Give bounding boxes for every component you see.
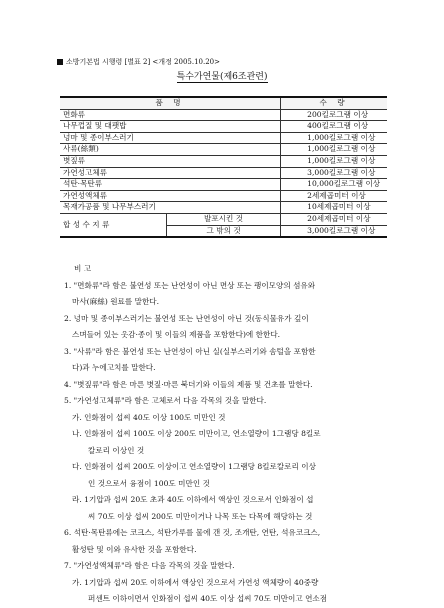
remark-line: 라. 1기압과 섭씨 20도 초과 40도 이하에서 액상인 것으로서 인화점이 섭 — [72, 495, 314, 504]
item-quantity: 3,000킬로그램 이상 — [281, 225, 387, 237]
item-quantity: 1,000킬로그램 이상 — [281, 155, 387, 167]
remark-line: 가. 인화점이 섭씨 40도 이상 100도 미만인 것 — [72, 412, 226, 422]
header-text: 소방기본법 시행령 [별표 2] <개정 2005.10.20> — [66, 58, 220, 66]
remark-line: 다)과 누에고치를 말한다. — [72, 363, 156, 372]
table-row — [60, 155, 387, 167]
remark-line: 3. "사류"라 함은 불연성 또는 난연성이 아닌 실(실부스러기와 솜털을 포함한 — [64, 346, 316, 356]
remark-line: 4. "볏짚류"라 함은 마른 볏짚·마른 북더기와 이들의 제품 및 건초를 말한다. — [64, 379, 313, 389]
synthetic-sub-label: 그 밖의 것 — [167, 225, 281, 237]
item-quantity: 10세제곱미터 이상 — [281, 202, 387, 214]
table-row — [60, 144, 387, 156]
table-row — [60, 179, 387, 191]
remark-line: 스며들어 있는 옷감·종이 및 이들의 제품을 포함한다)에 한한다. — [72, 330, 281, 339]
remark-line: 퍼센트 이하이면서 인화점이 섭씨 40도 이상 섭씨 70도 미만이고 연소점 — [88, 594, 328, 603]
remark-line: 마사(麻絲) 원료를 말한다. — [72, 297, 160, 306]
synthetic-resin-name: 합 성 수 지 류 — [60, 213, 167, 237]
item-name: 가연성고체류 — [60, 167, 281, 179]
item-quantity: 200킬로그램 이상 — [281, 109, 387, 121]
remarks-section — [64, 261, 394, 608]
remark-line: 2. 넝마 및 종이부스러기는 불연성 또는 난연성이 아닌 것(동식물유가 깊이 — [64, 313, 309, 323]
table-row — [60, 202, 387, 214]
remark-line: 5. "가연성고체류"라 함은 고체로서 다음 각목의 것을 말한다. — [64, 396, 267, 405]
remark-line: 7. "가연성액체류"라 함은 다음 각목의 것을 말한다. — [64, 561, 235, 570]
item-name: 볏짚류 — [60, 155, 281, 167]
table-row — [60, 121, 387, 133]
remark-line: 6. 석탄·목탄류에는 코크스, 석탄가루를 물에 갠 것, 조개탄, 연탄, 석유코크스, — [64, 528, 321, 537]
column-header-quantity: 수 량 — [281, 97, 387, 109]
item-name: 나무껍질 및 대팻밥 — [60, 121, 281, 133]
table-row — [60, 132, 387, 144]
item-name: 넝마 및 종이부스러기 — [60, 132, 281, 144]
remarks-lines — [64, 278, 394, 608]
remark-line: 가. 1기압과 섭씨 20도 이하에서 액상인 것으로서 가연성 액체량이 40중량 — [72, 577, 319, 587]
item-quantity: 400킬로그램 이상 — [281, 121, 387, 133]
square-bullet-icon — [57, 59, 63, 65]
table-row — [60, 109, 387, 121]
item-quantity: 20세제곱미터 이상 — [281, 213, 387, 225]
item-name: 가연성액체류 — [60, 190, 281, 202]
table-row — [60, 167, 387, 179]
item-name: 석탄·목탄류 — [60, 179, 281, 191]
item-name: 사류(絲類) — [60, 144, 281, 156]
remark-line: 칼로리 이상인 것 — [88, 445, 145, 455]
item-quantity: 1,000킬로그램 이상 — [281, 132, 387, 144]
page-title-text: 특수가연물(제6조관련) — [176, 72, 268, 82]
item-name: 목재가공품 및 나무부스러기 — [60, 202, 281, 214]
item-name: 면화류 — [60, 109, 281, 121]
remark-line: 나. 인화점이 섭씨 100도 이상 200도 미만이고, 연소열량이 1그램당 8킬로 — [72, 429, 321, 438]
table-header-row — [60, 97, 387, 109]
remark-line: 활성탄 및 이와 유사한 것을 포함한다. — [72, 544, 197, 554]
special-combustibles-table — [60, 96, 387, 238]
item-quantity: 3,000킬로그램 이상 — [281, 167, 387, 179]
item-quantity: 1,000킬로그램 이상 — [281, 144, 387, 156]
table-row — [60, 190, 387, 202]
remark-line: 인 것으로서 융점이 100도 미만인 것 — [88, 478, 210, 488]
item-quantity: 2세제곱미터 이상 — [281, 190, 387, 202]
table-row — [60, 213, 387, 225]
column-header-item: 품 명 — [60, 97, 281, 109]
remark-line: 1. "면화류"라 함은 불연성 또는 난연성이 아닌 면상 또는 팽이모양의 섬유와 — [64, 280, 316, 290]
page-title — [0, 72, 444, 83]
synthetic-sub-label: 발포시킨 것 — [167, 213, 281, 225]
document-header — [57, 58, 220, 67]
remark-line: 씨 70도 이상 섭씨 200도 미만이거나 나목 또는 다목에 해당하는 것 — [88, 511, 313, 521]
remarks-heading: 비 고 — [74, 264, 92, 273]
remark-line: 다. 인화점이 섭씨 200도 이상이고 연소열량이 1그램당 8킬로칼로리 이상 — [72, 462, 316, 471]
item-quantity: 10,000킬로그램 이상 — [281, 179, 387, 191]
